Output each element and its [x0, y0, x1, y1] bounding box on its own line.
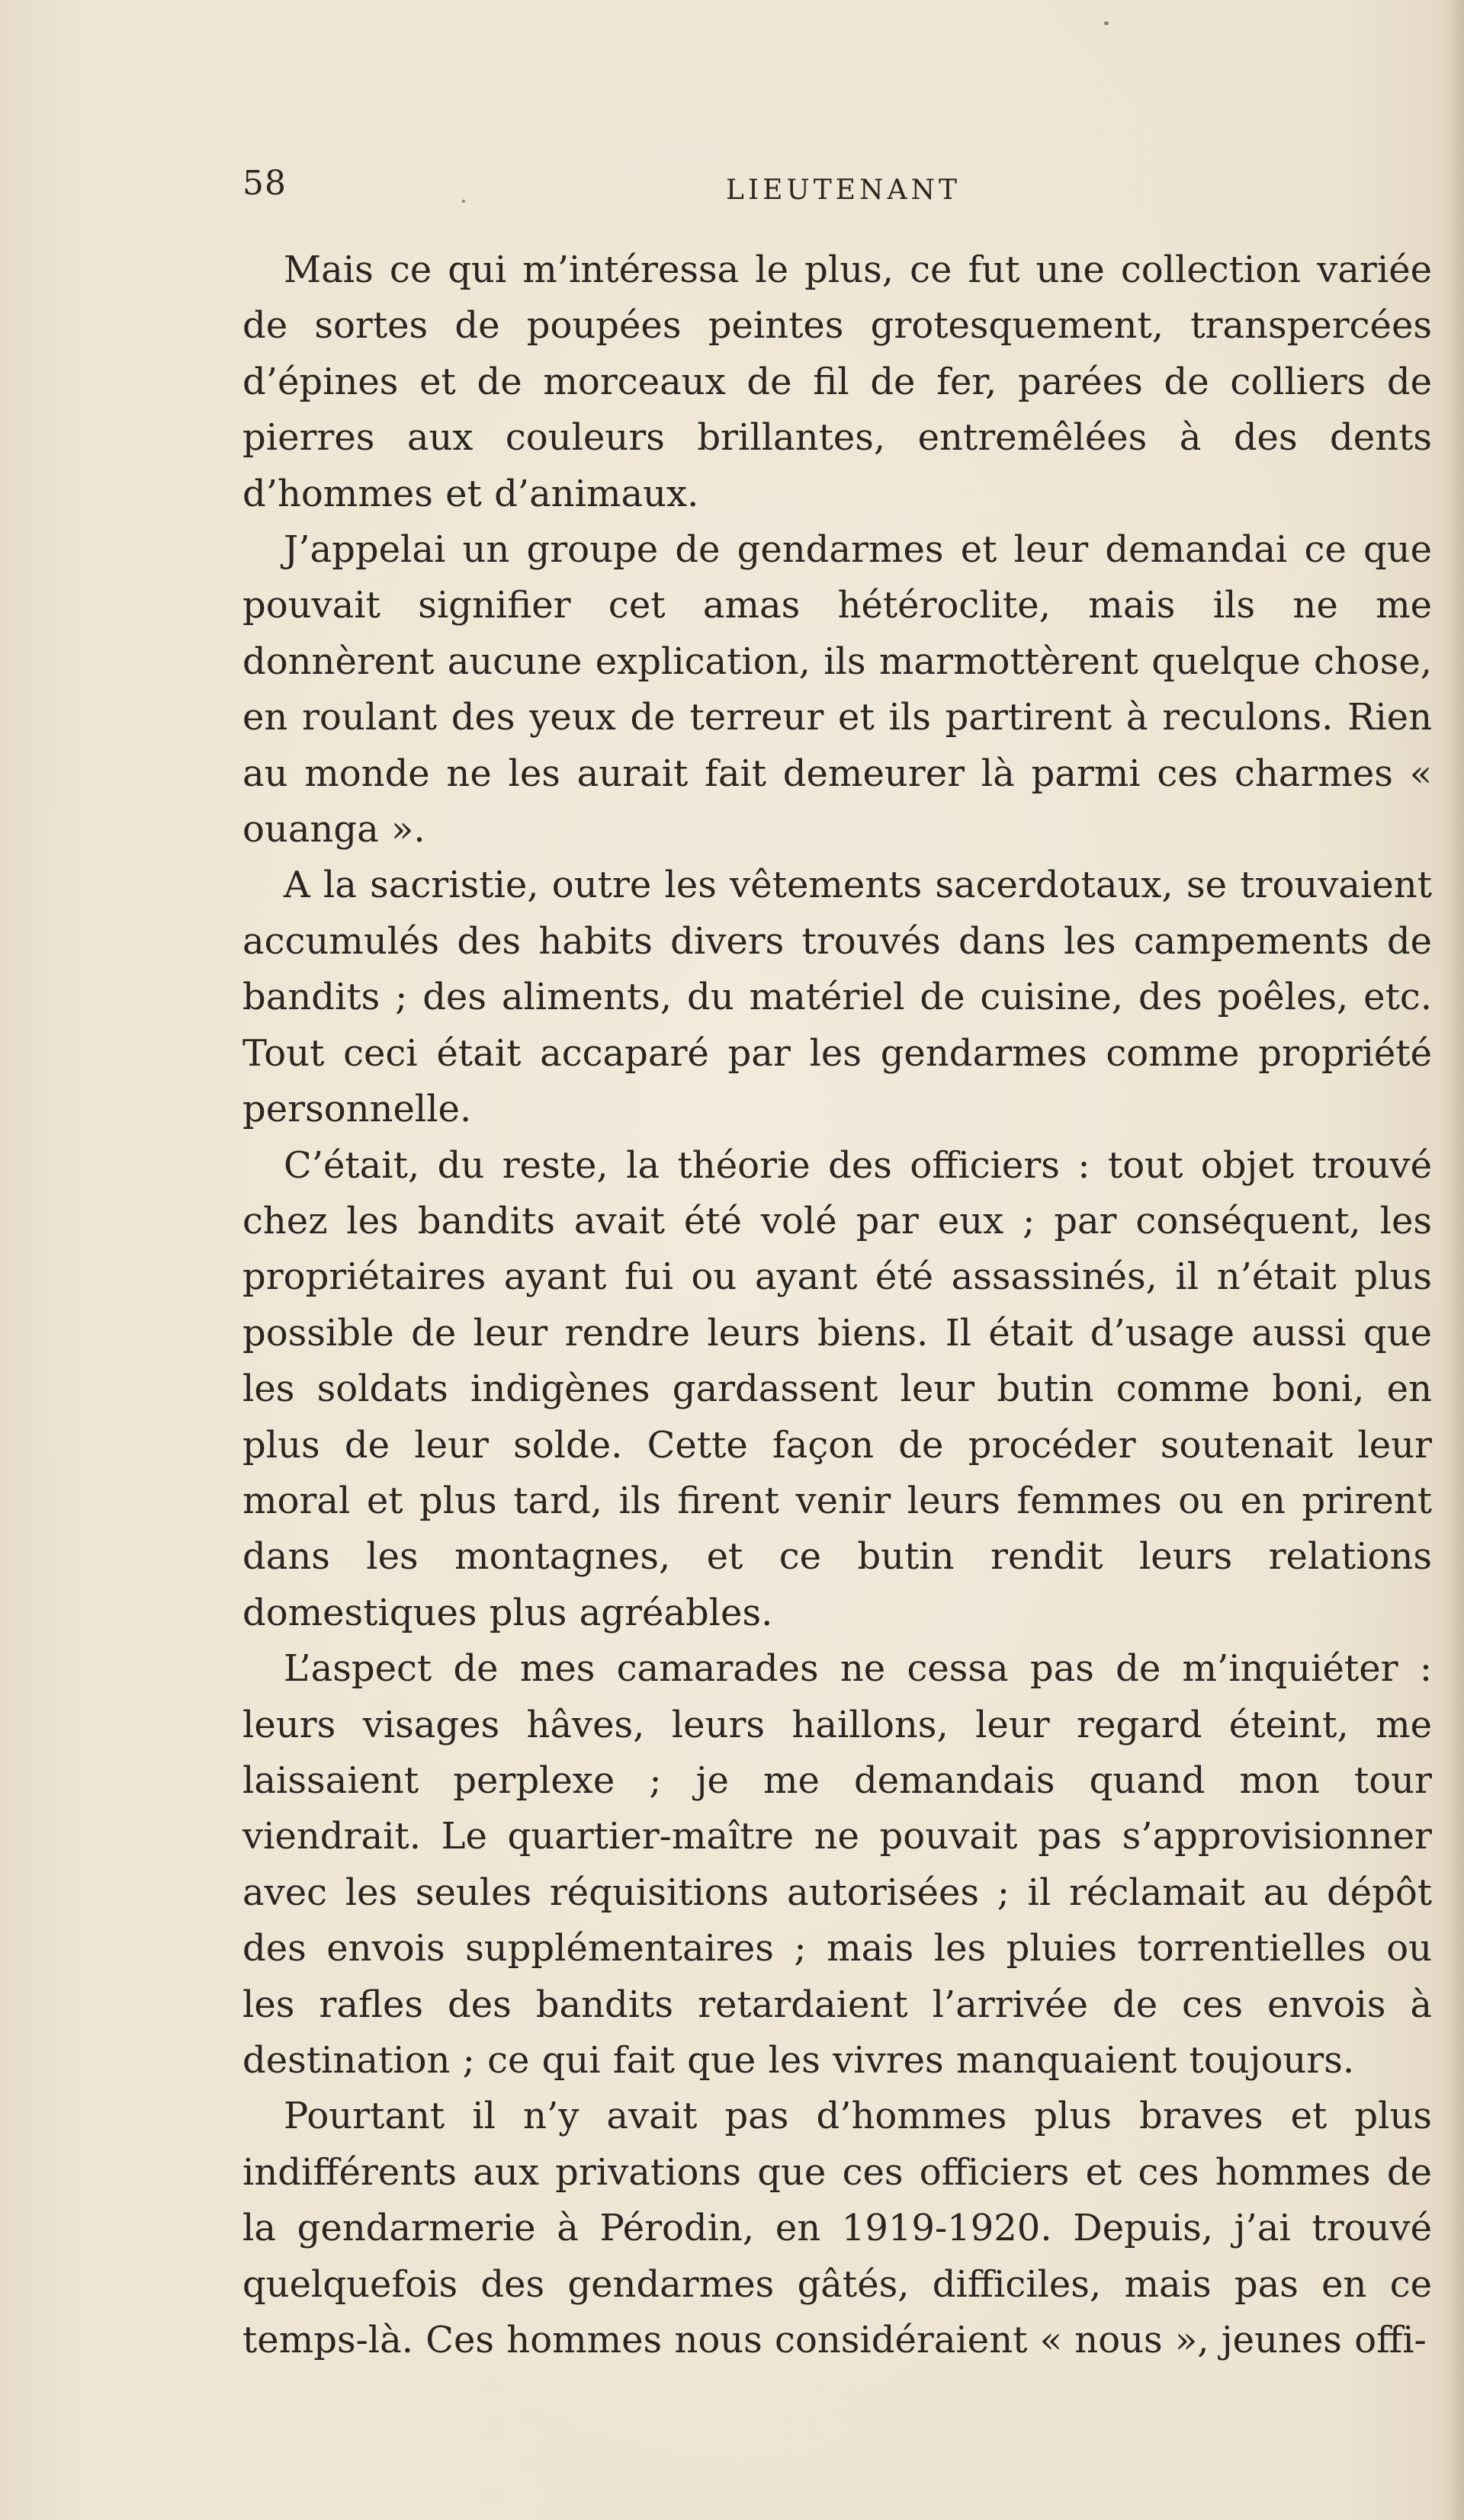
paragraph: L’aspect de mes camarades ne cessa pas de m’inquiéter : leurs visages hâves, leurs haillons, leur regard éteint, me laissaient perplexe ; je me demandais quand mon tour viendrait. Le quartier-maître ne pouvait pas s’approvisionner avec les seules réquisitions autorisées ; il réclamait au dépôt des envois supplémentaires ; mais les pluies torrentielles ou les rafles des bandits retardaient l’arrivée de ces envois à destination ; ce qui fait que les vivres manquaient toujours. [242, 1647, 1432, 2082]
body-text [242, 242, 1432, 2368]
page-edge-shadow [1443, 0, 1464, 2520]
paragraph: Mais ce qui m’intéressa le plus, ce fut une collection variée de sortes de poupées peintes grotesquement, transpercées d’épines et de morceaux de fil de fer, parées de colliers de pierres aux couleurs brillantes, entremêlées à des dents d’hommes et d’animaux. [242, 248, 1432, 515]
page-header [242, 164, 1432, 210]
paragraph: J’appelai un groupe de gendarmes et leur demandai ce que pouvait signifier cet amas hétéroclite, mais ils ne me donnèrent aucune explication, ils marmottèrent quelque chose, en roulant des yeux de terreur et ils partirent à reculons. Rien au monde ne les aurait fait demeurer là parmi ces charmes « ouanga ». [242, 528, 1432, 851]
paper-speck [1104, 21, 1109, 25]
page-number: 58 [242, 164, 287, 203]
paragraph: Pourtant il n’y avait pas d’hommes plus braves et plus indifférents aux privations que ces officiers et ces hommes de la gendarmerie à Pérodin, en 1919-1920. Depuis, j’ai trouvé quelquefois des gendarmes gâtés, difficiles, mais pas en ce temps-là. Ces hommes nous considéraient « nous », jeunes offi- [242, 2095, 1432, 2362]
paragraph: C’était, du reste, la théorie des officiers : tout objet trouvé chez les bandits avait été volé par eux ; par conséquent, les propriétaires ayant fui ou ayant été assassinés, il n’était plus possible de leur rendre leurs biens. Il était d’usage aussi que les soldats indigènes gardassent leur butin comme boni, en plus de leur solde. Cette façon de procéder soutenait leur moral et plus tard, ils firent venir leurs femmes ou en prirent dans les montagnes, et ce butin rendit leurs relations domestiques plus agréables. [242, 1143, 1432, 1634]
running-head: LIEUTENANT [726, 175, 962, 206]
paragraph: A la sacristie, outre les vêtements sacerdotaux, se trouvaient accumulés des habits divers trouvés dans les campements de bandits ; des aliments, du matériel de cuisine, des poêles, etc. Tout ceci était accaparé par les gendarmes comme propriété personnelle. [242, 864, 1432, 1131]
